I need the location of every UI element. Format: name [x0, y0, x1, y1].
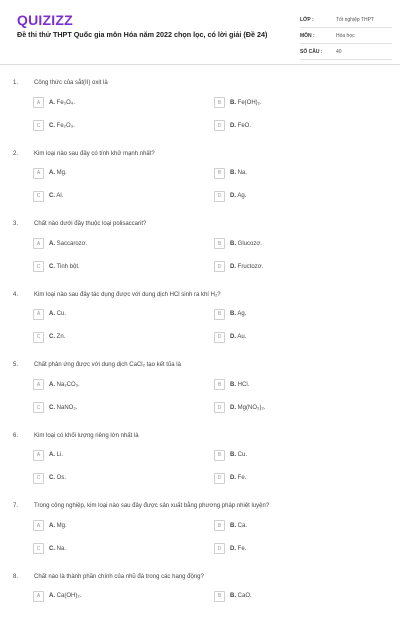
option-value: Tinh bột.	[57, 264, 80, 270]
option-text	[49, 241, 87, 247]
option-text	[230, 475, 246, 481]
option-letter-box: A	[33, 168, 44, 179]
option-prefix: A.	[49, 382, 55, 388]
meta-value: 40	[336, 49, 342, 55]
question-number: 3.	[13, 221, 18, 227]
option-text	[230, 334, 246, 340]
question-text: Kim loại nào sau đây có tính khử mạnh nhất?	[34, 151, 155, 157]
meta-value: Hóa học	[336, 33, 355, 39]
option-text	[230, 170, 247, 176]
option-value: Na.	[238, 170, 247, 176]
option-prefix: B.	[230, 382, 236, 388]
option-prefix: C.	[49, 475, 55, 481]
option-letter-box: A	[33, 309, 44, 320]
option-value: Fe(OH)₂.	[238, 100, 262, 106]
question-4	[0, 284, 400, 355]
option-letter-box: B	[214, 309, 225, 320]
option-value: Glucozơ.	[238, 241, 262, 247]
answer-option-b[interactable]	[214, 450, 247, 461]
option-letter-box: A	[33, 97, 44, 108]
option-text	[230, 593, 252, 599]
option-text	[49, 311, 66, 317]
option-text	[49, 170, 67, 176]
option-value: Fe₂O₃.	[57, 123, 75, 129]
question-1	[0, 72, 400, 143]
option-prefix: C.	[49, 264, 55, 270]
option-letter-box: B	[214, 238, 225, 249]
option-letter-box: B	[214, 520, 225, 531]
question-text: Công thức của sắt(II) oxit là	[34, 80, 108, 86]
option-prefix: B.	[230, 100, 236, 106]
question-6	[0, 425, 400, 496]
option-letter-box: A	[33, 379, 44, 390]
option-letter-box: C	[33, 120, 44, 131]
option-value: Mg.	[57, 523, 67, 529]
option-text	[49, 100, 75, 106]
answer-option-d[interactable]	[214, 473, 246, 484]
option-letter-box: C	[33, 332, 44, 343]
answer-option-c[interactable]	[33, 332, 65, 343]
question-list	[0, 72, 400, 636]
meta-row-count	[300, 44, 392, 60]
answer-option-a[interactable]	[33, 238, 87, 249]
option-text	[230, 123, 251, 129]
option-value: Fe.	[238, 475, 247, 481]
option-text	[49, 405, 77, 411]
option-value: Al.	[56, 193, 63, 199]
option-value: Au.	[237, 334, 246, 340]
question-5	[0, 354, 400, 425]
option-prefix: A.	[49, 593, 55, 599]
question-number: 5.	[13, 362, 18, 368]
answer-option-b[interactable]	[214, 379, 249, 390]
option-value: Na.	[57, 546, 66, 552]
option-prefix: A.	[49, 100, 55, 106]
answer-option-a[interactable]	[33, 168, 67, 179]
question-number: 2.	[13, 151, 18, 157]
option-text	[49, 382, 80, 388]
meta-row-class	[300, 12, 392, 28]
option-letter-box: D	[214, 332, 225, 343]
answer-option-d[interactable]	[214, 543, 246, 554]
option-letter-box: B	[214, 379, 225, 390]
option-letter-box: B	[214, 591, 225, 602]
option-value: Ag.	[237, 311, 246, 317]
answer-option-b[interactable]	[214, 520, 247, 531]
option-value: Na₂CO₃.	[57, 382, 80, 388]
option-text	[49, 193, 63, 199]
option-value: Fructozơ.	[238, 264, 264, 270]
option-value: FeO.	[238, 123, 251, 129]
header	[0, 0, 400, 62]
question-text: Trong công nghiệp, kim loại nào sau đây được sản xuất bằng phương pháp nhiệt luyện?	[34, 503, 269, 509]
option-value: Os.	[57, 475, 66, 481]
option-prefix: D.	[230, 334, 236, 340]
question-2	[0, 143, 400, 214]
option-letter-box: D	[214, 261, 225, 272]
option-text	[49, 334, 65, 340]
answer-option-c[interactable]	[33, 120, 75, 131]
option-letter-box: B	[214, 97, 225, 108]
question-text: Chất nào là thành phần chính của nhũ đá trong các hang động?	[34, 574, 204, 580]
option-letter-box: D	[214, 120, 225, 131]
answer-option-b[interactable]	[214, 238, 262, 249]
option-letter-box: C	[33, 543, 44, 554]
option-prefix: B.	[230, 523, 236, 529]
option-prefix: C.	[49, 405, 55, 411]
answer-option-a[interactable]	[33, 97, 75, 108]
meta-key: LỚP :	[300, 17, 336, 23]
option-text	[230, 405, 265, 411]
option-text	[230, 382, 249, 388]
option-text	[49, 593, 81, 599]
meta-row-subject	[300, 28, 392, 44]
option-prefix: C.	[49, 193, 55, 199]
answer-option-d[interactable]	[214, 402, 265, 413]
option-text	[49, 123, 75, 129]
option-prefix: D.	[230, 264, 236, 270]
question-number: 7.	[13, 503, 18, 509]
option-text	[230, 241, 262, 247]
option-prefix: D.	[230, 193, 236, 199]
answer-option-c[interactable]	[33, 473, 66, 484]
option-prefix: B.	[230, 593, 236, 599]
option-text	[49, 546, 66, 552]
option-letter-box: C	[33, 191, 44, 202]
answer-option-c[interactable]	[33, 543, 66, 554]
answer-option-a[interactable]	[33, 309, 66, 320]
option-value: HCl.	[238, 382, 250, 388]
question-number: 6.	[13, 433, 18, 439]
question-text: Chất phản ứng được với dung dịch CaCl₂ tạo kết tủa là	[34, 362, 181, 368]
question-text: Kim loại có khối lượng riêng lớn nhất là	[34, 433, 139, 439]
answer-option-c[interactable]	[33, 261, 80, 272]
option-letter-box: A	[33, 450, 44, 461]
option-letter-box: A	[33, 520, 44, 531]
option-letter-box: C	[33, 402, 44, 413]
option-prefix: A.	[49, 170, 55, 176]
option-prefix: B.	[230, 311, 236, 317]
question-number: 1.	[13, 80, 18, 86]
option-letter-box: D	[214, 191, 225, 202]
option-text	[230, 452, 247, 458]
option-letter-box: A	[33, 591, 44, 602]
option-value: Mg(NO₃)₂.	[238, 405, 266, 411]
question-text: Kim loại nào sau đây tác dụng được với dung dịch HCl sinh ra khí H₂?	[34, 292, 221, 298]
option-text	[230, 100, 262, 106]
meta-info	[300, 12, 392, 60]
answer-option-b[interactable]	[214, 309, 246, 320]
option-value: Zn.	[57, 334, 66, 340]
answer-option-c[interactable]	[33, 191, 63, 202]
option-prefix: B.	[230, 452, 236, 458]
option-value: Ag.	[237, 193, 246, 199]
option-letter-box: D	[214, 402, 225, 413]
option-prefix: D.	[230, 405, 236, 411]
meta-key: MÔN :	[300, 33, 336, 39]
option-prefix: D.	[230, 546, 236, 552]
question-7	[0, 495, 400, 566]
answer-option-c[interactable]	[33, 402, 77, 413]
option-value: Li.	[57, 452, 63, 458]
option-letter-box: C	[33, 261, 44, 272]
option-prefix: B.	[230, 241, 236, 247]
option-text	[49, 264, 80, 270]
option-value: Cu.	[57, 311, 66, 317]
option-value: Saccarozơ.	[57, 241, 88, 247]
question-8	[0, 566, 400, 636]
option-letter-box: B	[214, 450, 225, 461]
answer-option-d[interactable]	[214, 191, 246, 202]
option-letter-box: A	[33, 238, 44, 249]
worksheet-title: Đề thi thử THPT Quốc gia môn Hóa năm 2022 chọn lọc, có lời giải (Đề 24)	[17, 30, 287, 39]
header-divider	[0, 64, 400, 65]
option-text	[230, 311, 246, 317]
quizizz-logo[interactable]: QUIZIZZ	[17, 12, 73, 28]
option-prefix: C.	[49, 546, 55, 552]
answer-option-d[interactable]	[214, 332, 246, 343]
option-letter-box: B	[214, 168, 225, 179]
option-prefix: A.	[49, 311, 55, 317]
meta-key: SỐ CÂU :	[300, 49, 336, 55]
option-prefix: D.	[230, 475, 236, 481]
option-prefix: B.	[230, 170, 236, 176]
option-value: Mg.	[57, 170, 67, 176]
option-prefix: C.	[49, 334, 55, 340]
option-value: Cu.	[238, 452, 247, 458]
option-text	[230, 546, 246, 552]
question-text: Chất nào dưới đây thuộc loại polisaccarit?	[34, 221, 146, 227]
question-number: 4.	[13, 292, 18, 298]
question-number: 8.	[13, 574, 18, 580]
option-value: CaO.	[238, 593, 252, 599]
answer-option-b[interactable]	[214, 168, 247, 179]
answer-option-a[interactable]	[33, 379, 80, 390]
option-prefix: C.	[49, 123, 55, 129]
option-text	[230, 264, 263, 270]
answer-option-a[interactable]	[33, 450, 63, 461]
option-letter-box: C	[33, 473, 44, 484]
option-prefix: A.	[49, 452, 55, 458]
option-value: Ca.	[238, 523, 247, 529]
option-text	[49, 523, 67, 529]
option-text	[230, 193, 246, 199]
answer-option-a[interactable]	[33, 520, 67, 531]
option-prefix: A.	[49, 241, 55, 247]
option-value: Fe.	[238, 546, 247, 552]
question-3	[0, 213, 400, 284]
option-prefix: A.	[49, 523, 55, 529]
option-text	[49, 452, 63, 458]
meta-value: Tốt nghiệp THPT	[336, 17, 374, 23]
option-letter-box: D	[214, 473, 225, 484]
option-value: Fe₃O₄.	[57, 100, 75, 106]
option-prefix: D.	[230, 123, 236, 129]
option-value: Ca(OH)₂.	[57, 593, 82, 599]
option-value: NaNO₃.	[57, 405, 78, 411]
option-text	[49, 475, 66, 481]
answer-option-d[interactable]	[214, 261, 263, 272]
option-text	[230, 523, 247, 529]
answer-option-b[interactable]	[214, 97, 262, 108]
answer-option-d[interactable]	[214, 120, 251, 131]
option-letter-box: D	[214, 543, 225, 554]
